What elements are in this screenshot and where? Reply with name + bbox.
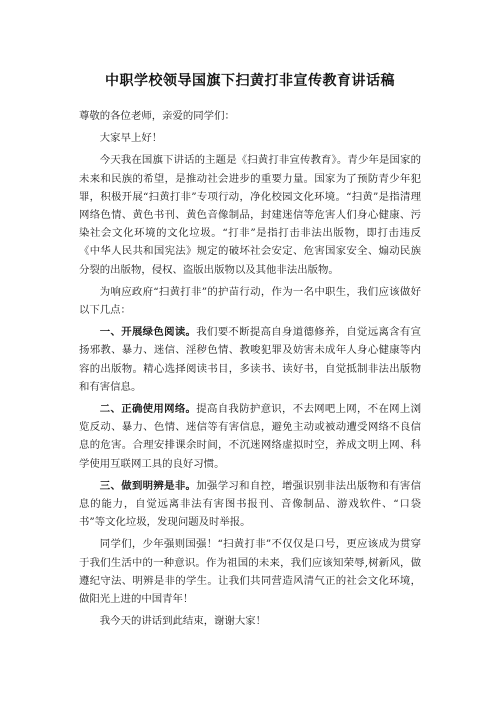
greeting: 大家早上好！ — [99, 132, 163, 145]
document-title: 中职学校领导国旗下扫黄打非宣传教育讲话稿 — [105, 73, 395, 89]
point-paragraph-1 — [79, 323, 421, 396]
salutation: 尊敬的各位老师，亲爱的同学们： — [79, 110, 235, 122]
point-text-2: 提高自我防护意识，不去网吧上网，不在网上浏览反动、暴力、色情、迷信等有害信息，避免主动或被动遭受网络不良信息的危害。合理安排课余时间，不沉迷网络虚拟时空，养成文明上网、科学使用互联网工具的良好习惯。 — [79, 403, 422, 470]
transition-paragraph: 为响应政府“扫黄打非”的护苗行动，作为一名中职生，我们应该做好以下几点： — [79, 285, 421, 317]
document-body — [79, 107, 421, 634]
point-heading-2: 二、正确使用网络。 — [99, 403, 197, 416]
point-text-1: 我们要不断提高自身道德修养，自觉远离含有宣扬邪教、暴力、迷信、淫秽色情、教唆犯罪及妨害未成年人身心健康等内容的出版物。精心选择阅读书目，多读书、读好书，自觉抵制非法出版物和有害信息。 — [79, 326, 422, 393]
point-paragraph-3 — [79, 477, 421, 532]
point-paragraph-2 — [79, 400, 421, 473]
ending-line: 我今天的讲话到此结束，谢谢大家！ — [99, 615, 267, 628]
point-heading-1: 一、开展绿色阅读。 — [99, 326, 197, 339]
point-heading-3: 三、做到明辨是非。 — [99, 479, 197, 492]
closing-paragraph: 同学们，少年强则国强！“扫黄打非”不仅仅是口号，更应该成为贯穿于我们生活中的一种意识。作为祖国的未来，我们应该知荣辱,树新风，做遵纪守法、明辨是非的学生。让我们共同营造风清气正的社会文化环境，做阳光上进的中国青年！ — [79, 538, 421, 606]
point-text-3: 加强学习和自控，增强识别非法出版物和有害信息的能力，自觉远离非法有害图书报刊、音像制品、游戏软件、“口袋书”等文化垃圾，发现问题及时举报。 — [79, 479, 422, 529]
intro-paragraph: 今天我在国旗下讲话的主题是《扫黄打非宣传教育》。青少年是国家的未来和民族的希望，是推动社会进步的重要力量。国家为了预防青少年犯罪，积极开展“扫黄打非”专项行动，净化校园文化环境。“扫黄”是指清理网络色情、黄色书刊、黄色音像制品，封建迷信等危害人们身心健康、污染社会文化环境的文化垃圾。“打非”是指打击非法出版物，即打击违反《中华人民共和国宪法》规定的破坏社会安定、危害国家安全、煽动民族分裂的出版物，侵权、盗版出版物以及其他非法出版物。 — [79, 154, 421, 276]
